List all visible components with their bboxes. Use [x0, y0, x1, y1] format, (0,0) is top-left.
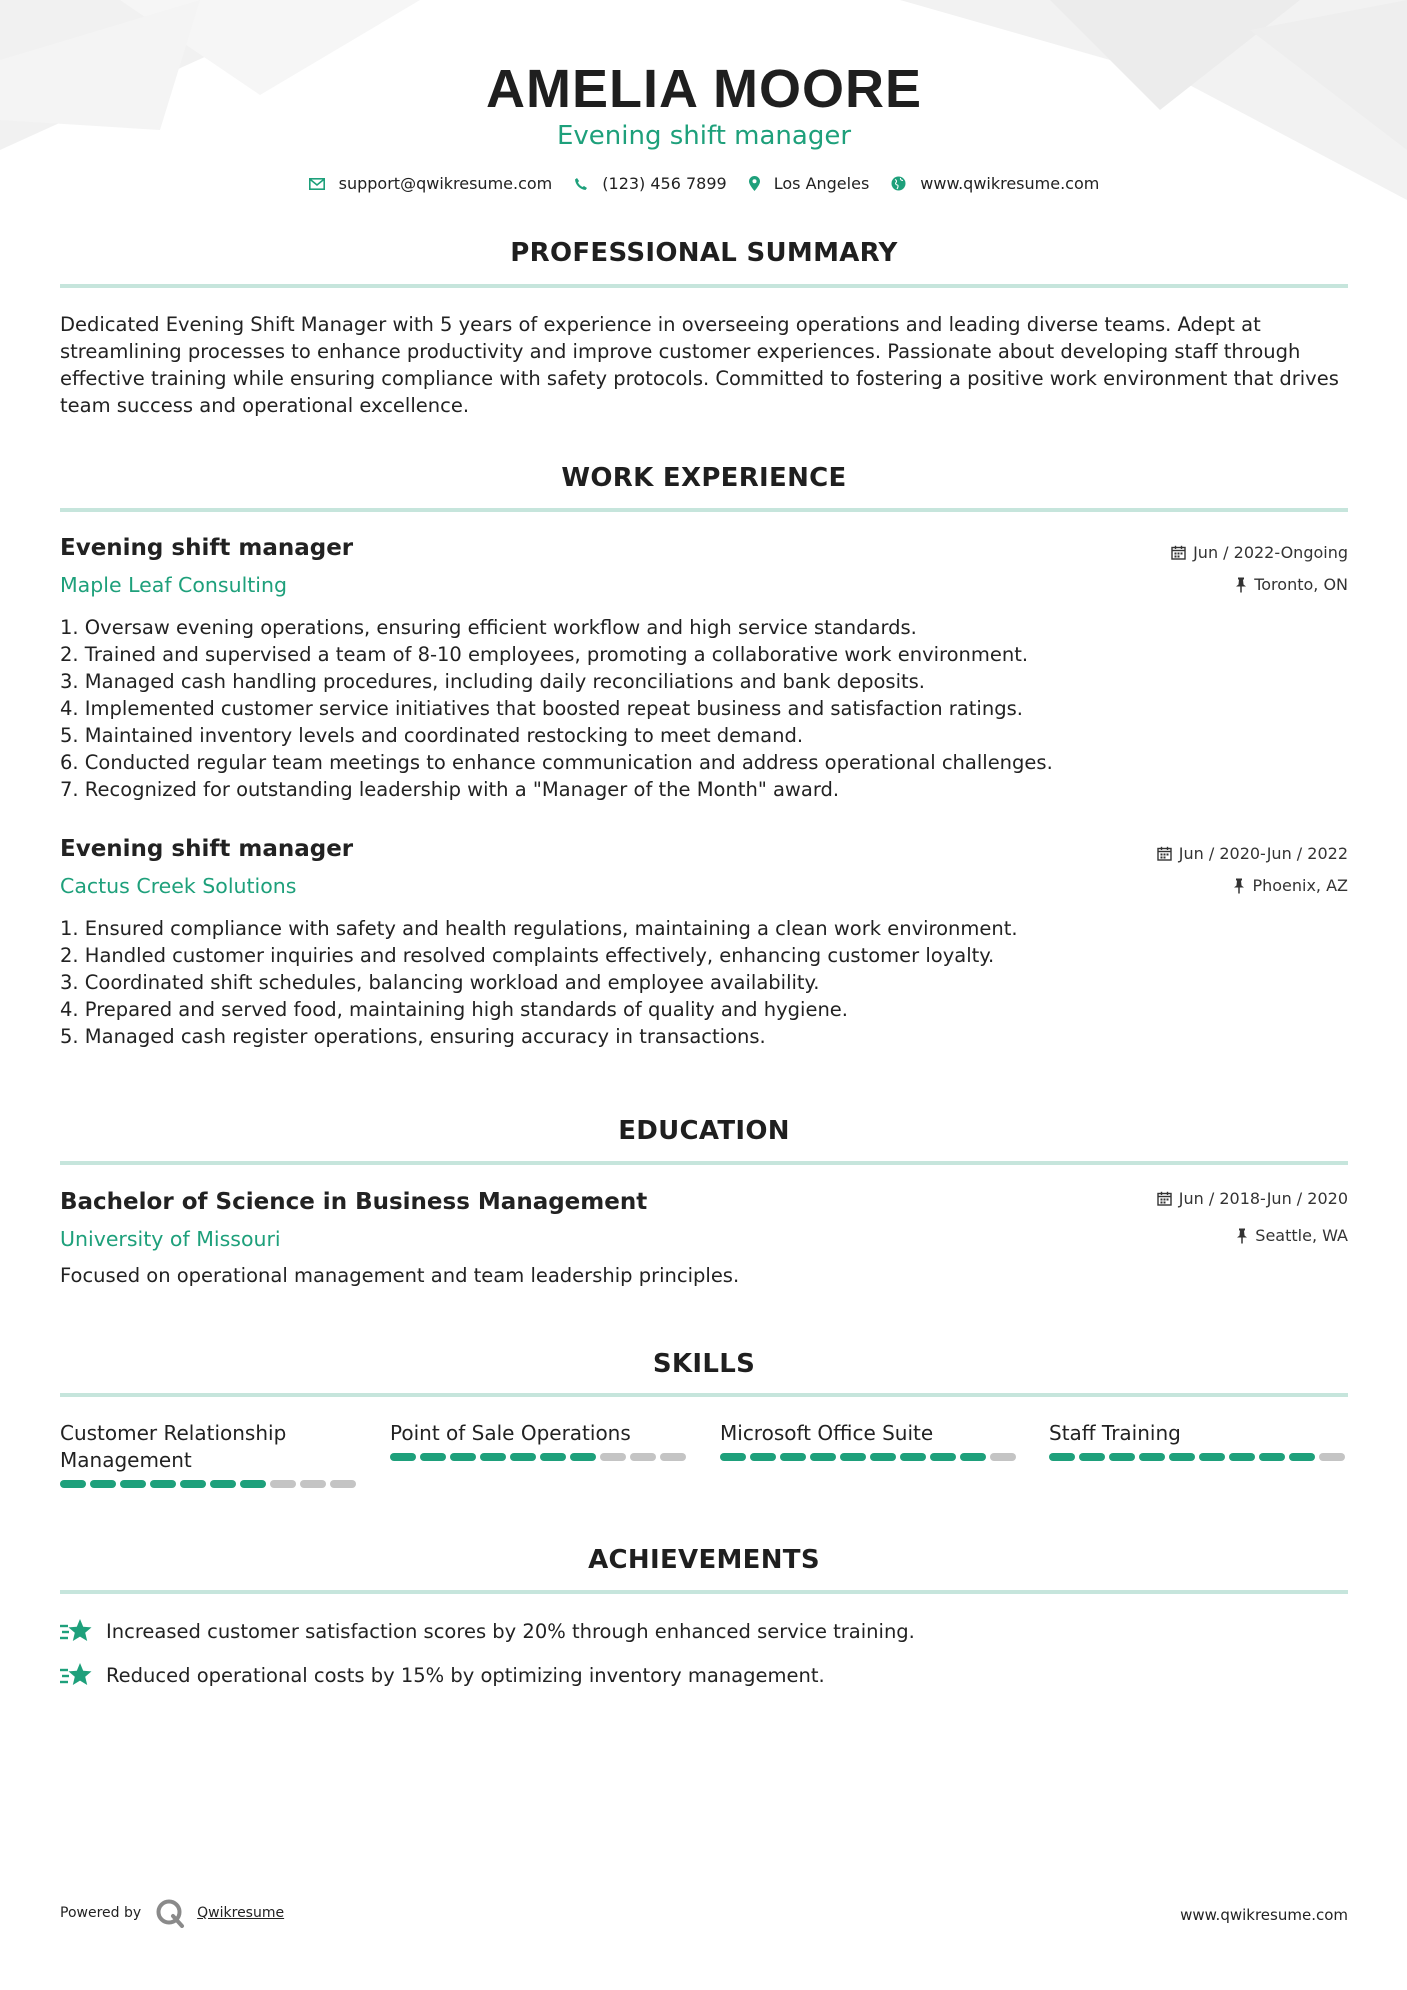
pin-icon — [1236, 1228, 1248, 1244]
skill-segment-filled — [1079, 1453, 1105, 1461]
section-divider — [60, 1590, 1348, 1594]
contact-location-text: Los Angeles — [773, 174, 870, 193]
skill-level-bar — [720, 1453, 1020, 1461]
contact-website[interactable] — [891, 174, 1099, 193]
job-location — [1235, 575, 1348, 594]
company-name: Maple Leaf Consulting — [60, 573, 288, 597]
phone-icon — [574, 177, 588, 191]
contact-location — [749, 174, 870, 193]
skill-segment-filled — [1229, 1453, 1255, 1461]
envelope-icon — [309, 178, 325, 190]
education-date — [1157, 1189, 1348, 1208]
job-location — [1233, 876, 1348, 895]
job-title: Evening shift manager — [60, 836, 354, 862]
globe-icon — [891, 176, 906, 191]
education-heading: EDUCATION — [618, 1116, 790, 1146]
skill-segment-filled — [180, 1480, 206, 1488]
skill-segment-filled — [120, 1480, 146, 1488]
list-item: 6. Conducted regular team meetings to enhance communication and address operational challenges. — [60, 751, 1053, 774]
skill-segment-filled — [930, 1453, 956, 1461]
job-date-text: Jun / 2022-Ongoing — [1193, 543, 1348, 562]
skill-segment-filled — [900, 1453, 926, 1461]
candidate-name: AMELIA MOORE — [486, 59, 922, 119]
achievement-item — [60, 1661, 825, 1689]
skill-segment-filled — [420, 1453, 446, 1461]
skill-segment-filled — [540, 1453, 566, 1461]
skill-segment-empty — [600, 1453, 626, 1461]
education-date-text: Jun / 2018-Jun / 2020 — [1178, 1189, 1348, 1208]
skill-segment-filled — [240, 1480, 266, 1488]
qwikresume-link[interactable]: Qwikresume — [197, 1905, 285, 1921]
list-item: 2. Trained and supervised a team of 8-10 employees, promoting a collaborative work environment. — [60, 643, 1029, 666]
calendar-icon — [1157, 1191, 1172, 1206]
contact-email[interactable] — [309, 174, 553, 193]
calendar-icon — [1157, 846, 1172, 861]
skill-level-bar — [1049, 1453, 1349, 1461]
skill-segment-empty — [1319, 1453, 1345, 1461]
skill-segment-empty — [300, 1480, 326, 1488]
list-item: 7. Recognized for outstanding leadership with a "Manager of the Month" award. — [60, 778, 840, 801]
contact-phone-text: (123) 456 7899 — [602, 174, 727, 193]
contact-phone[interactable] — [574, 174, 726, 193]
pin-icon — [1233, 878, 1245, 894]
skill-segment-filled — [1139, 1453, 1165, 1461]
skill-segment-empty — [630, 1453, 656, 1461]
job-location-text: Toronto, ON — [1254, 575, 1348, 594]
pin-icon — [1235, 577, 1247, 593]
achievement-text: Reduced operational costs by 15% by optimizing inventory management. — [106, 1663, 825, 1687]
skill-segment-filled — [1109, 1453, 1135, 1461]
school-name: University of Missouri — [60, 1227, 281, 1251]
skills-heading: SKILLS — [652, 1349, 756, 1379]
contact-email-text: support@qwikresume.com — [338, 174, 553, 193]
list-item: 3. Coordinated shift schedules, balancing workload and employee availability. — [60, 971, 820, 994]
skill-segment-filled — [720, 1453, 746, 1461]
skill-name: Microsoft Office Suite — [720, 1421, 934, 1445]
achievements-heading: ACHIEVEMENTS — [588, 1545, 820, 1575]
section-divider — [60, 1393, 1348, 1397]
skill-segment-filled — [480, 1453, 506, 1461]
skill-name: Customer Relationship Management — [60, 1421, 287, 1472]
map-pin-icon — [749, 176, 760, 191]
skill-segment-filled — [960, 1453, 986, 1461]
skill-segment-filled — [1049, 1453, 1075, 1461]
skill-item — [390, 1420, 690, 1461]
job-date-text: Jun / 2020-Jun / 2022 — [1178, 844, 1348, 863]
skill-segment-empty — [660, 1453, 686, 1461]
summary-text: Dedicated Evening Shift Manager with 5 years of experience in overseeing operations and leading diverse teams. Adept at streamlining processes to enhance productivity and improve customer experiences. Passionate about developing staff through effective training while ensuring compliance with safety protocols. Committed to fostering a positive work environment that drives team success and operational excellence. — [60, 313, 1339, 417]
achievement-item — [60, 1617, 915, 1645]
education-location — [1236, 1226, 1348, 1245]
skill-segment-filled — [1169, 1453, 1195, 1461]
list-item: 5. Managed cash register operations, ensuring accuracy in transactions. — [60, 1025, 766, 1048]
education-location-text: Seattle, WA — [1255, 1226, 1348, 1245]
skill-segment-filled — [450, 1453, 476, 1461]
skill-segment-filled — [1199, 1453, 1225, 1461]
job-date — [1171, 543, 1348, 562]
education-description: Focused on operational management and team leadership principles. — [60, 1264, 740, 1287]
job-date — [1157, 844, 1348, 863]
footer-website[interactable]: www.qwikresume.com — [1180, 1906, 1348, 1924]
star-award-icon — [60, 1617, 92, 1645]
footer-powered-by — [60, 1898, 284, 1928]
job-location-text: Phoenix, AZ — [1252, 876, 1348, 895]
skill-item — [1049, 1420, 1349, 1461]
skill-segment-filled — [870, 1453, 896, 1461]
skill-level-bar — [60, 1480, 360, 1488]
skill-segment-filled — [390, 1453, 416, 1461]
job-title: Evening shift manager — [60, 535, 354, 561]
skill-segment-empty — [330, 1480, 356, 1488]
company-name: Cactus Creek Solutions — [60, 874, 297, 898]
skill-segment-filled — [780, 1453, 806, 1461]
degree-title: Bachelor of Science in Business Management — [60, 1189, 648, 1215]
calendar-icon — [1171, 545, 1186, 560]
contact-bar — [60, 174, 1348, 193]
powered-by-label: Powered by — [60, 1905, 142, 1921]
skill-segment-filled — [510, 1453, 536, 1461]
list-item: 2. Handled customer inquiries and resolved complaints effectively, enhancing customer loyalty. — [60, 944, 995, 967]
skill-segment-filled — [840, 1453, 866, 1461]
list-item: 5. Maintained inventory levels and coordinated restocking to meet demand. — [60, 724, 804, 747]
skill-segment-filled — [750, 1453, 776, 1461]
achievement-text: Increased customer satisfaction scores by 20% through enhanced service training. — [106, 1619, 915, 1643]
section-divider — [60, 1161, 1348, 1165]
list-item: 1. Oversaw evening operations, ensuring efficient workflow and high service standards. — [60, 616, 917, 639]
qwikresume-logo-icon — [155, 1898, 185, 1928]
skill-item — [60, 1420, 360, 1488]
skill-segment-empty — [990, 1453, 1016, 1461]
job-bullets — [60, 614, 1348, 803]
skill-segment-filled — [810, 1453, 836, 1461]
candidate-role: Evening shift manager — [556, 121, 852, 151]
skill-name: Staff Training — [1049, 1421, 1181, 1445]
section-divider — [60, 284, 1348, 288]
list-item: 4. Implemented customer service initiatives that boosted repeat business and satisfaction ratings. — [60, 697, 1023, 720]
list-item: 4. Prepared and served food, maintaining high standards of quality and hygiene. — [60, 998, 849, 1021]
summary-heading: PROFESSIONAL SUMMARY — [510, 238, 898, 268]
experience-heading: WORK EXPERIENCE — [561, 463, 847, 493]
skill-segment-filled — [150, 1480, 176, 1488]
skill-item — [720, 1420, 1020, 1461]
skill-segment-filled — [1259, 1453, 1285, 1461]
skill-segment-filled — [1289, 1453, 1315, 1461]
skill-segment-filled — [570, 1453, 596, 1461]
list-item: 3. Managed cash handling procedures, including daily reconciliations and bank deposits. — [60, 670, 925, 693]
skill-level-bar — [390, 1453, 690, 1461]
list-item: 1. Ensured compliance with safety and health regulations, maintaining a clean work environment. — [60, 917, 1018, 940]
star-award-icon — [60, 1661, 92, 1689]
skill-segment-filled — [60, 1480, 86, 1488]
skill-segment-filled — [210, 1480, 236, 1488]
job-bullets — [60, 915, 1348, 1050]
skill-segment-filled — [90, 1480, 116, 1488]
skill-name: Point of Sale Operations — [390, 1421, 631, 1445]
contact-website-text: www.qwikresume.com — [920, 174, 1100, 193]
skill-segment-empty — [270, 1480, 296, 1488]
section-divider — [60, 508, 1348, 512]
